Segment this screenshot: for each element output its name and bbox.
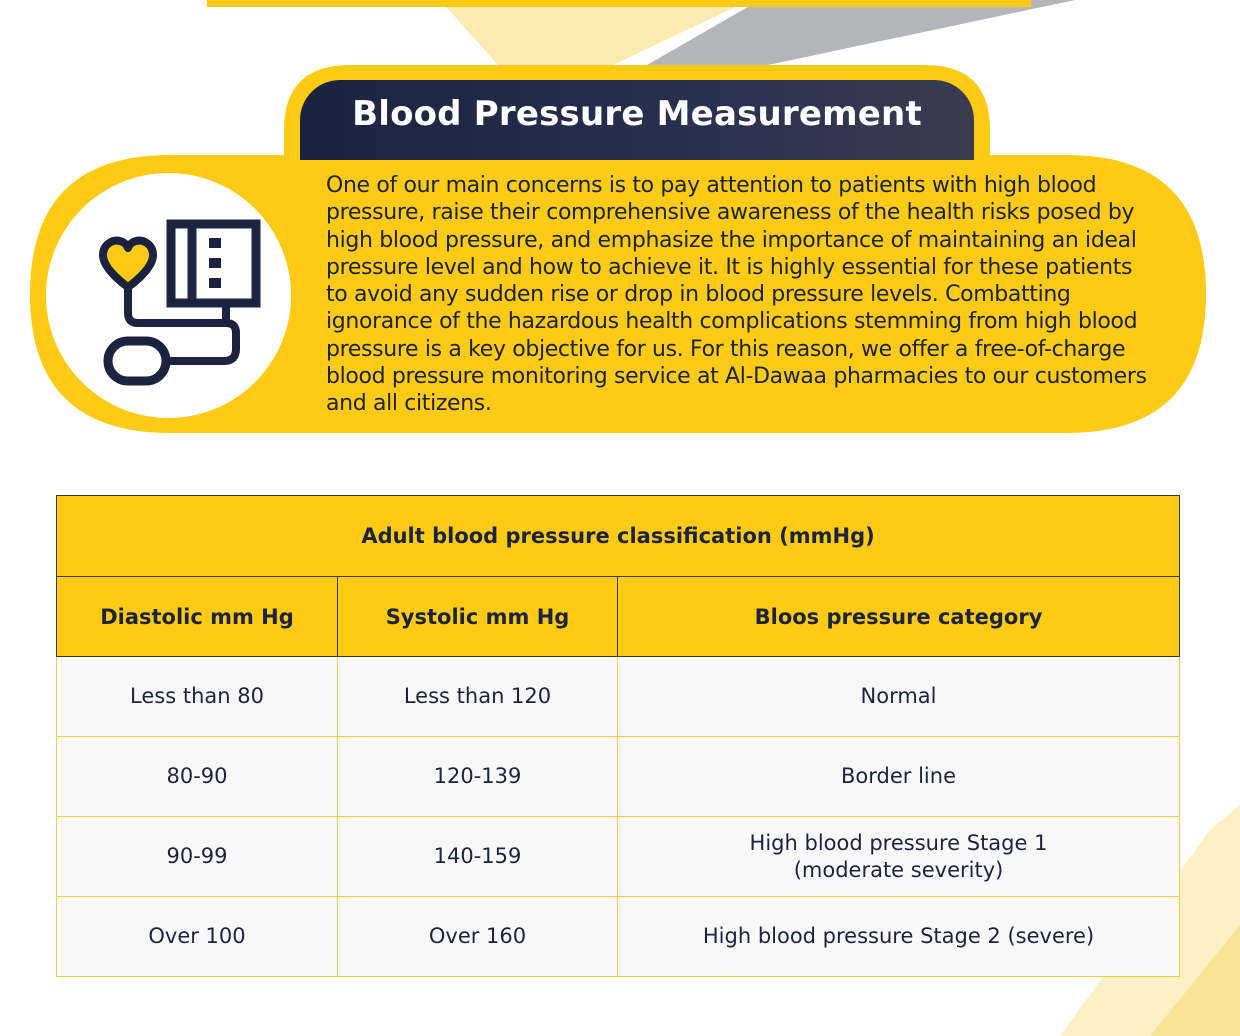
cell-systolic: 120-139 bbox=[338, 737, 618, 817]
section-title-banner bbox=[300, 80, 974, 160]
bp-classification-table bbox=[56, 495, 1180, 977]
cell-category-text: High blood pressure Stage 2 (severe) bbox=[702, 924, 1095, 948]
table-row bbox=[57, 737, 1180, 817]
cell-category-text: High blood pressure Stage 1 (moderate severity) bbox=[749, 830, 1048, 882]
table-caption: Adult blood pressure classification (mmHg) bbox=[57, 496, 1180, 577]
column-header-systolic: Systolic mm Hg bbox=[338, 577, 618, 657]
cell-category bbox=[618, 737, 1180, 817]
cell-diastolic: 80-90 bbox=[57, 737, 338, 817]
intro-paragraph: One of our main concerns is to pay attention to patients with high blood pressure, raise their comprehensive awareness of the health risks posed by high blood pressure, and emphasize the importance of maintaining an ideal pressure level and how to achieve it. It is highly essential for these patients to avoid any sudden rise or drop in blood pressure levels. Combatting ignorance of the hazardous health complications stemming from high blood pressure is a key objective for us. For this reason, we offer a free-of-charge blood pressure monitoring service at Al-Dawaa pharmacies to our customers and all citizens. bbox=[326, 173, 1147, 417]
table-caption-row bbox=[57, 496, 1180, 577]
cell-diastolic: Less than 80 bbox=[57, 657, 338, 737]
table-header-row bbox=[57, 577, 1180, 657]
cell-category-text: Normal bbox=[860, 684, 937, 708]
cell-systolic: Less than 120 bbox=[338, 657, 618, 737]
cell-category bbox=[618, 897, 1180, 977]
blood-pressure-monitor-icon bbox=[46, 173, 291, 418]
page-title: Blood Pressure Measurement bbox=[352, 94, 922, 134]
cell-systolic: Over 160 bbox=[338, 897, 618, 977]
table-row bbox=[57, 897, 1180, 977]
cell-category bbox=[618, 817, 1180, 897]
column-header-category: Bloos pressure category bbox=[618, 577, 1180, 657]
table-row bbox=[57, 657, 1180, 737]
cell-systolic: 140-159 bbox=[338, 817, 618, 897]
cell-diastolic: 90-99 bbox=[57, 817, 338, 897]
table-row bbox=[57, 817, 1180, 897]
icon-circle bbox=[46, 173, 291, 418]
cell-category bbox=[618, 657, 1180, 737]
cell-diastolic: Over 100 bbox=[57, 897, 338, 977]
cell-category-text: Border line bbox=[841, 764, 956, 788]
column-header-diastolic: Diastolic mm Hg bbox=[57, 577, 338, 657]
